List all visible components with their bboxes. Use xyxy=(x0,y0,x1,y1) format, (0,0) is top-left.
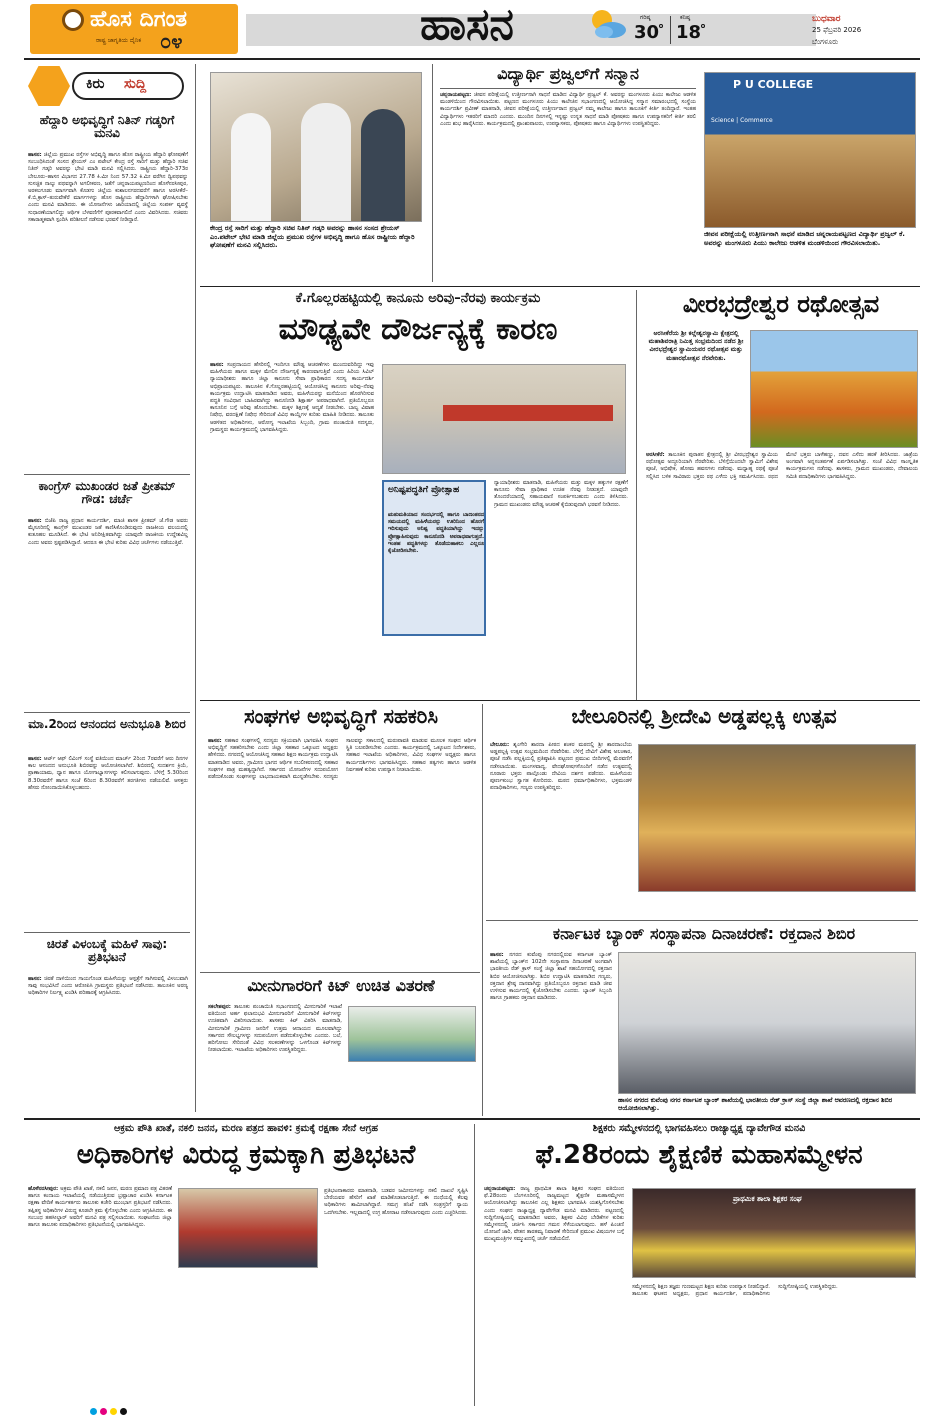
column-rule xyxy=(636,290,637,700)
max-temp-label: ಗರಿಷ್ಠ xyxy=(640,14,651,21)
dateline: ಹೊಳೆನರಸೀಪುರ: xyxy=(28,1186,59,1192)
kiru-item-headline: ಕಾಂಗ್ರೆಸ್ ಮುಖಂಡರ ಜತೆ ಪ್ರೀತಮ್ ಗೌಡ: ಚರ್ಚೆ xyxy=(38,479,176,506)
protest-headline: ಅಧಿಕಾರಿಗಳ ವಿರುದ್ಧ ಕ್ರಮಕ್ಕಾಗಿ ಪ್ರತಿಭಟನೆ xyxy=(76,1140,416,1170)
beluru-photo xyxy=(638,744,916,892)
divider xyxy=(24,712,190,713)
city-band xyxy=(246,14,816,46)
min-temp: 18 xyxy=(676,22,702,43)
dateline: ಅರಸೀಕೆರೆ: xyxy=(646,452,665,458)
ratha-lead: ಅರಸೀಕೆರೆಯ ಶ್ರೀ ಕಲ್ಲೇಶ್ವರಸ್ವಾಮಿ ಕ್ಷೇತ್ರದಲ್ಲಿ ಮಹಾಶಿವರಾತ್ರಿ ನಿಮಿತ್ತ ಸಂಭ್ರಮದಿಂದ ನಡೆದ ಶ್ರೀ ವೀರಭದ್ರೇಶ್ವರ ಸ್ವಾಮಿಯವರ ರಥೋತ್ಸವ ಮತ್ತು ಮಹಾರಥೋತ್ಸವ ನೆರವೇರಿತು. xyxy=(648,330,744,362)
bank-text: ನಗರದ ಕುವೆಂಪು ನಗರದಲ್ಲಿರುವ ಕರ್ನಾಟಕ ಬ್ಯಾಂಕ್ ಶಾಖೆಯಲ್ಲಿ ಬ್ಯಾಂಕ್‌ನ 102ನೇ ಸಂಸ್ಥಾಪನಾ ದಿನಾಚರಣೆ ಅಂಗವಾಗಿ ಭಾರತೀಯ ರೆಡ್ ಕ್ರಾಸ್ ಸಂಸ್ಥೆ ಜಿಲ್ಲಾ ಶಾಖೆ ಸಹಯೋಗದಲ್ಲಿ ರಕ್ತದಾನ ಶಿಬಿರ ಆಯೋಜಿಸಲಾಗಿತ್ತು. ಶಿಬಿರ ಉದ್ಘಾಟಿಸಿ ಮಾತನಾಡಿದ ಗಣ್ಯರು, ರಕ್ತದಾನ ಶ್ರೇಷ್ಠ ದಾನವಾಗಿದ್ದು ಪ್ರತಿಯೊಬ್ಬರೂ ರಕ್ತದಾನ ಮಾಡಿ ಜೀವ ಉಳಿಸುವ ಕಾರ್ಯದಲ್ಲಿ ಕೈಜೋಡಿಸಬೇಕು ಎಂದರು. ಬ್ಯಾಂಕ್ ಸಿಬ್ಬಂದಿ ಹಾಗೂ ಗ್ರಾಹಕರು ರಕ್ತದಾನ ಮಾಡಿದರು. xyxy=(490,952,612,1002)
legal-body-2: ನ್ಯಾಯಾಧೀಶರು ಮಾತನಾಡಿ, ಮಹಿಳೆಯರು ಮತ್ತು ಮಕ್ಕಳ ಹಕ್ಕುಗಳ ರಕ್ಷಣೆಗೆ ಕಾನೂನು ಸೇವಾ ಪ್ರಾಧಿಕಾರ ಉಚಿತ ನೆರವು ನೀಡುತ್ತದೆ. ಯಾವುದೇ ತೊಂದರೆಯಾದಲ್ಲಿ ಸಹಾಯವಾಣಿ ಸಂಪರ್ಕಿಸಬಹುದು ಎಂದು ತಿಳಿಸಿದರು. ಗ್ರಾಮದ ಮುಖಂಡರು ಮೌಢ್ಯ ಆಚರಣೆ ಕೈಬಿಡುವುದಾಗಿ ಭರವಸೆ ನೀಡಿದರು. xyxy=(494,480,628,508)
teachers-body-2: ಸಮ್ಮೇಳನದಲ್ಲಿ ಶಿಕ್ಷಣ ತಜ್ಞರು ಗುಣಮಟ್ಟದ ಶಿಕ್ಷಣ ಕುರಿತು ಉಪನ್ಯಾಸ ನೀಡಲಿದ್ದಾರೆ. ತಾಲೂಕು ಘಟಕದ ಅಧ್ಯಕ್ಷರು, ಪ್ರಧಾನ ಕಾರ್ಯದರ್ಶಿ, ಪದಾಧಿಕಾರಿಗಳು ಸುದ್ದಿಗೋಷ್ಠಿಯಲ್ಲಿ ಉಪಸ್ಥಿತರಿದ್ದರು. xyxy=(632,1284,838,1298)
max-temp: 30 xyxy=(634,22,660,43)
kiru-item-text: ಬಿಜೆಪಿ ರಾಜ್ಯ ಪ್ರಧಾನ ಕಾರ್ಯದರ್ಶಿ, ಮಾಜಿ ಶಾಸಕ ಪ್ರೀತಮ್ ಜೆ.ಗೌಡ ಅವರು ಮೈಸೂರಿನಲ್ಲಿ ಕಾಂಗ್ರೆಸ್ ಮುಖಂಡರ ಜತೆ ಕಾಣಿಸಿಕೊಂಡಿರುವುದು ರಾಜಕೀಯ ವಲಯದಲ್ಲಿ ಕುತೂಹಲ ಮೂಡಿಸಿದೆ. ಈ ಭೇಟಿ ಅನಿರೀಕ್ಷಿತವಾಗಿದ್ದು ಯಾವುದೇ ರಾಜಕೀಯ ಉದ್ದೇಶವಿಲ್ಲ ಎಂದು ಅವರು ಸ್ಪಷ್ಟಪಡಿಸಿದ್ದಾರೆ. ಆದರೂ ಈ ಭೇಟಿ ಕುರಿತು ವಿವಿಧ ಚರ್ಚೆಗಳು ನಡೆಯುತ್ತಿವೆ. xyxy=(28,518,188,546)
protest-body-2: ಪ್ರತಿಭಟನಾಕಾರರು ಮಾತನಾಡಿ, ಬಡವರ ಜಮೀನುಗಳನ್ನು ನಕಲಿ ದಾಖಲೆ ಸೃಷ್ಟಿಸಿ ಬೇರೆಯವರ ಹೆಸರಿಗೆ ಖಾತೆ ಮಾಡಿಕೊಡಲಾಗುತ್ತಿದೆ. ಈ ದಂಧೆಯಲ್ಲಿ ಕೆಲವು ಅಧಿಕಾರಿಗಳು ಶಾಮೀಲಾಗಿದ್ದಾರೆ. ಸಮಗ್ರ ತನಿಖೆ ನಡೆಸಿ ಸಂತ್ರಸ್ತರಿಗೆ ನ್ಯಾಯ ಒದಗಿಸಬೇಕು. ಇಲ್ಲವಾದಲ್ಲಿ ಉಗ್ರ ಹೋರಾಟ ನಡೆಸಲಾಗುವುದು ಎಂದು ಎಚ್ಚರಿಸಿದರು. xyxy=(324,1188,468,1216)
section-rule xyxy=(24,1118,920,1120)
protest-body xyxy=(28,1186,172,1402)
photo-banner-text: P U COLLEGE xyxy=(733,78,814,91)
inset-headline: ಅನಿಷ್ಟಪದ್ಧತಿಗೆ ಪ್ರೋತ್ಸಾಹ xyxy=(388,485,460,495)
protest-text: ಅಕ್ರಮ ಪೌತಿ ಖಾತೆ, ನಕಲಿ ಜನನ, ಮರಣ ಪ್ರಮಾಣ ಪತ್ರ ವಿತರಣೆ ಹಾಗೂ ಕಂದಾಯ ಇಲಾಖೆಯಲ್ಲಿ ನಡೆಯುತ್ತಿರುವ ಭ್ರಷ್ಟಾಚಾರ ಖಂಡಿಸಿ ಕರ್ನಾಟಕ ರಕ್ಷಣಾ ವೇದಿಕೆ ಕಾರ್ಯಕರ್ತರು ತಾಲೂಕು ಕಚೇರಿ ಮುಂಭಾಗ ಪ್ರತಿಭಟನೆ ನಡೆಸಿದರು. ತಪ್ಪಿತಸ್ಥ ಅಧಿಕಾರಿಗಳ ವಿರುದ್ಧ ಕೂಡಲೇ ಕ್ರಮ ಕೈಗೊಳ್ಳಬೇಕು ಎಂದು ಆಗ್ರಹಿಸಿದರು. ಈ ಸಂಬಂಧ ತಹಸೀಲ್ದಾರ್ ಅವರಿಗೆ ಮನವಿ ಪತ್ರ ಸಲ್ಲಿಸಲಾಯಿತು. ಸಂಘಟನೆಯ ಜಿಲ್ಲಾ ಹಾಗೂ ತಾಲೂಕು ಪದಾಧಿಕಾರಿಗಳು ಪ್ರತಿಭಟನೆಯಲ್ಲಿ ಭಾಗವಹಿಸಿದ್ದರು. xyxy=(28,1186,172,1229)
gadkari-photo xyxy=(210,72,422,222)
sanghagala-body xyxy=(208,738,476,970)
kiru-item-body xyxy=(28,518,188,708)
legal-kicker: ಕೆ.ಗೊಲ್ಲರಹಟ್ಟಿಯಲ್ಲಿ ಕಾನೂನು ಅರಿವು–ನೆರವು ಕಾರ್ಯಕ್ರಮ xyxy=(295,291,541,306)
dateline: ಬೇಲೂರು: xyxy=(490,742,510,748)
banner-strip xyxy=(443,405,613,421)
dateline: ಹಾಸನ: xyxy=(28,518,42,524)
ratha-photo xyxy=(750,330,918,448)
meenu-headline: ಮೀನುಗಾರರಿಗೆ ಕಿಟ್ ಉಚಿತ ವಿತರಣೆ xyxy=(247,976,435,995)
kiru-item-body xyxy=(28,152,188,470)
kiru-item-body xyxy=(28,756,188,926)
column-rule xyxy=(432,64,433,282)
kiru-item-text: ಜಿಲ್ಲೆಯ ಪ್ರಮುಖ ರಸ್ತೆಗಳ ಅಭಿವೃದ್ಧಿ ಹಾಗೂ ಹೊಸ ರಾಷ್ಟ್ರೀಯ ಹೆದ್ದಾರಿ ಘೋಷಣೆಗೆ ಸಂಬಂಧಿಸಿದಂತೆ ಸಂಸದ ಶ್ರೇಯಸ್ ಎಂ ಪಟೇಲ್ ಕೇಂದ್ರ ರಸ್ತೆ ಸಾರಿಗೆ ಮತ್ತು ಹೆದ್ದಾರಿ ಸಚಿವ ನಿತಿನ್ ಗಡ್ಕರಿ ಅವರನ್ನು ಭೇಟಿ ಮಾಡಿ ಮನವಿ ಸಲ್ಲಿಸಿದರು. ರಾಷ್ಟ್ರೀಯ ಹೆದ್ದಾರಿ-373ರ ಬೇಲೂರು–ಹಾಸನ ವಿಭಾಗದ 27.78 ಕಿ.ಮೀ ನಿಂದ 57.32 ಕಿ.ಮೀ ವರೆಗಿನ ದ್ವಿಪಥವನ್ನು ಸುಸಜ್ಜಿತ ನಾಲ್ಕು ಪಥವನ್ನಾಗಿ ಅಗಲೀಕರಣ, ಜತೆಗೆ ಚನ್ನರಾಯಪಟ್ಟಣದಿಂದ ಹೊಳೆನರಸೀಪುರ, ಅರಕಲಗೂಡು ಮಾರ್ಗವಾಗಿ ಕೊಡಗು ಜಿಲ್ಲೆಯ ಕುಶಾಲನಗರದವರೆಗೆ ಹಾಗೂ ಅರಸೀಕೆರೆ–ಕೆ.ಬಿ.ಕ್ರಾಸ್–ತುರುವೇಕೆರೆ ಮಾರ್ಗಗಳನ್ನು ಹೊಸ ರಾಷ್ಟ್ರೀಯ ಹೆದ್ದಾರಿಗಳಾಗಿ ಘೋಷಿಸಬೇಕು ಎಂದು ಮನವಿ ಮಾಡಿದರು. ಈ ಯೋಜನೆಗಳು ಜಾರಿಯಾದಲ್ಲಿ ಜಿಲ್ಲೆಯ ಸಂಪರ್ಕ ವ್ಯವಸ್ಥೆ ಸುಧಾರಣೆಯಾಗಲಿದ್ದು ಆರ್ಥಿಕ ಬೆಳವಣಿಗೆಗೆ ಪೂರಕವಾಗಲಿದೆ ಎಂದು ವಿವರಿಸಿದರು. ಸಚಿವರು ಸಕಾರಾತ್ಮಕವಾಗಿ ಸ್ಪಂದಿಸಿ ಪರಿಶೀಲನೆ ನಡೆಸುವ ಭರವಸೆ ನೀಡಿದ್ದಾರೆ. xyxy=(28,152,188,223)
column-rule xyxy=(482,704,483,1116)
person-figure xyxy=(301,103,351,222)
prajwal-headline: ವಿದ್ಯಾರ್ಥಿ ಪ್ರಜ್ವಲ್‌ಗೆ ಸನ್ಮಾನ xyxy=(497,64,639,83)
sanghagala-headline: ಸಂಘಗಳ ಅಭಿವೃದ್ಧಿಗೆ ಸಹಕರಿಸಿ xyxy=(243,704,438,728)
kiru-label-a: ಕಿರು xyxy=(86,76,105,92)
section-rule xyxy=(200,286,920,287)
kiru-suddi-badge xyxy=(28,66,186,106)
column-rule xyxy=(474,1124,475,1406)
date-block xyxy=(812,14,916,47)
teachers-headline: ಫೆ.28ರಂದು ಶೈಕ್ಷಣಿಕ ಮಹಾಸಮ್ಮೇಳನ xyxy=(535,1140,863,1170)
meenu-text: ತಾಲೂಕು ಪಂಚಾಯಿತಿ ಸಭಾಂಗಣದಲ್ಲಿ ಮೀನುಗಾರಿಕೆ ಇಲಾಖೆ ವತಿಯಿಂದ ಅರ್ಹ ಫಲಾನುಭವಿ ಮೀನುಗಾರರಿಗೆ ಮೀನುಗಾರಿಕೆ ಕಿಟ್‌ಗಳನ್ನು ಉಚಿತವಾಗಿ ವಿತರಿಸಲಾಯಿತು. ಶಾಸಕರು ಕಿಟ್ ವಿತರಿಸಿ ಮಾತನಾಡಿ, ಮೀನುಗಾರಿಕೆ ಗ್ರಾಮೀಣ ಜನರಿಗೆ ಉತ್ತಮ ಆದಾಯದ ಮೂಲವಾಗಿದ್ದು ಸರ್ಕಾರದ ಸೌಲಭ್ಯಗಳನ್ನು ಸದುಪಯೋಗ ಪಡೆದುಕೊಳ್ಳಬೇಕು ಎಂದರು. ಬಲೆ, ಹರಿಗೋಲು ಸೇರಿದಂತೆ ವಿವಿಧ ಸಲಕರಣೆಗಳನ್ನು ಒಳಗೊಂಡ ಕಿಟ್‌ಗಳನ್ನು ನೀಡಲಾಯಿತು. ಇಲಾಖೆಯ ಅಧಿಕಾರಿಗಳು ಉಪಸ್ಥಿತರಿದ್ದರು. xyxy=(208,1004,342,1054)
dateline: ಹಾಸನ: xyxy=(490,952,504,958)
photo-banner-sub: Science | Commerce xyxy=(711,117,773,124)
kiru-item-text: ಆರ್ಟ್ ಆಫ್ ಲಿವಿಂಗ್ ಸಂಸ್ಥೆ ವತಿಯಿಂದ ಮಾರ್ಚ್ 2ರಿಂದ 7ರವರೆಗೆ ಆರು ದಿನಗಳ ಕಾಲ ಆನಂದದ ಅನುಭೂತಿ ಶಿಬಿರವನ್ನು ಆಯೋಜಿಸಲಾಗಿದೆ. ಶಿಬಿರದಲ್ಲಿ ಸುದರ್ಶನ ಕ್ರಿಯೆ, ಪ್ರಾಣಾಯಾಮ, ಧ್ಯಾನ ಹಾಗೂ ಯೋಗಾಭ್ಯಾಸಗಳನ್ನು ಕಲಿಸಲಾಗುವುದು. ಬೆಳಿಗ್ಗೆ 5.30ರಿಂದ 8.30ರವರೆಗೆ ಹಾಗೂ ಸಂಜೆ 6ರಿಂದ 8.30ರವರೆಗೆ ತರಗತಿಗಳು ನಡೆಯಲಿವೆ. ಆಸಕ್ತರು ಹೆಸರು ನೋಂದಾಯಿಸಿಕೊಳ್ಳಬಹುದು. xyxy=(28,756,188,791)
meenu-photo xyxy=(348,1006,476,1062)
protest-photo xyxy=(178,1188,318,1268)
inset-box xyxy=(382,480,486,636)
divider xyxy=(200,972,480,973)
kiru-item-text: ಚಿರತೆ ದಾಳಿಯಿಂದ ಗಾಯಗೊಂಡ ಮಹಿಳೆಯನ್ನು ಆಸ್ಪತ್ರೆಗೆ ಸಾಗಿಸುವಲ್ಲಿ ವಿಳಂಬವಾಗಿ ಸಾವು ಸಂಭವಿಸಿದೆ ಎಂದು ಆರೋಪಿಸಿ ಗ್ರಾಮಸ್ಥರು ಪ್ರತಿಭಟನೆ ನಡೆಸಿದರು. ತಾಲೂಕಿನ ಅರಣ್ಯ ಅಧಿಕಾರಿಗಳ ನಿರ್ಲಕ್ಷ್ಯ ಖಂಡಿಸಿ ಪರಿಹಾರಕ್ಕೆ ಆಗ್ರಹಿಸಿದರು. xyxy=(28,976,188,997)
dateline: ಹಾಸನ: xyxy=(208,738,222,744)
dateline: ಹಾಸನ: xyxy=(28,976,42,982)
masthead-rule xyxy=(24,58,920,60)
dateline: ಚನ್ನರಾಯಪಟ್ಟಣ: xyxy=(440,92,472,98)
beluru-text: ಶೃಂಗೇರಿ ಶಾರದಾ ಪೀಠದ ಶಂಕರ ಮಠದಲ್ಲಿ ಶ್ರೀ ಶಾರದಾಂಬೆಯ ಅಡ್ಡಪಲ್ಲಕ್ಕಿ ಉತ್ಸವ ಸಂಭ್ರಮದಿಂದ ನೆರವೇರಿತು. ಬೆಳಿಗ್ಗೆ ದೇವಿಗೆ ವಿಶೇಷ ಅಲಂಕಾರ, ಪೂಜೆ ನಡೆಸಿ ಪಲ್ಲಕ್ಕಿಯಲ್ಲಿ ಪ್ರತಿಷ್ಠಾಪಿಸಿ ಪಟ್ಟಣದ ಪ್ರಮುಖ ಬೀದಿಗಳಲ್ಲಿ ಮೆರವಣಿಗೆ ನಡೆಸಲಾಯಿತು. ಮಂಗಳವಾದ್ಯ, ವೇದಘೋಷಗಳೊಂದಿಗೆ ನಡೆದ ಉತ್ಸವದಲ್ಲಿ ನೂರಾರು ಭಕ್ತರು ಪಾಲ್ಗೊಂಡು ದೇವಿಯ ದರ್ಶನ ಪಡೆದರು. ಮಹಿಳೆಯರು ಪೂರ್ಣಕುಂಭ ಸ್ವಾಗತ ಕೋರಿದರು. ಮಠದ ಧರ್ಮಾಧಿಕಾರಿಗಳು, ಭಕ್ತಮಂಡಳಿ ಪದಾಧಿಕಾರಿಗಳು, ಗಣ್ಯರು ಉಪಸ್ಥಿತರಿದ್ದರು. xyxy=(490,742,632,792)
divider xyxy=(24,474,190,475)
degree-icon xyxy=(701,24,705,28)
sanghagala-text: ಸಹಕಾರ ಸಂಘಗಳಲ್ಲಿ ಸದಸ್ಯರು ಸಕ್ರಿಯವಾಗಿ ಭಾಗವಹಿಸಿ ಸಂಘದ ಅಭಿವೃದ್ಧಿಗೆ ಸಹಕರಿಸಬೇಕು ಎಂದು ಜಿಲ್ಲಾ ಸಹಕಾರ ಒಕ್ಕೂಟದ ಅಧ್ಯಕ್ಷರು ಹೇಳಿದರು. ನಗರದಲ್ಲಿ ಆಯೋಜಿಸಿದ್ದ ಸಹಕಾರ ಶಿಕ್ಷಣ ಕಾರ್ಯಕ್ರಮ ಉದ್ಘಾಟಿಸಿ ಮಾತನಾಡಿದ ಅವರು, ಗ್ರಾಮೀಣ ಭಾಗದ ಆರ್ಥಿಕ ಸಬಲೀಕರಣದಲ್ಲಿ ಸಹಕಾರ ಸಂಘಗಳ ಪಾತ್ರ ಮಹತ್ವದ್ದಾಗಿದೆ. ಸರ್ಕಾರದ ಯೋಜನೆಗಳ ಸದುಪಯೋಗ ಪಡೆದುಕೊಂಡು ಸಂಘಗಳನ್ನು ಲಾಭದಾಯಕವಾಗಿ ಮುನ್ನಡೆಸಬೇಕು. ಸದಸ್ಯರು ಸಾಲವನ್ನು ಸಕಾಲದಲ್ಲಿ ಮರುಪಾವತಿ ಮಾಡುವ ಮೂಲಕ ಸಂಘದ ಆರ್ಥಿಕ ಸ್ಥಿತಿ ಬಲಪಡಿಸಬೇಕು ಎಂದರು. ಕಾರ್ಯಕ್ರಮದಲ್ಲಿ ಒಕ್ಕೂಟದ ನಿರ್ದೇಶಕರು, ಸಹಕಾರ ಇಲಾಖೆಯ ಅಧಿಕಾರಿಗಳು, ವಿವಿಧ ಸಂಘಗಳ ಅಧ್ಯಕ್ಷರು ಹಾಗೂ ಕಾರ್ಯದರ್ಶಿಗಳು ಭಾಗವಹಿಸಿದ್ದರು. ಸಹಕಾರ ತತ್ವಗಳು ಹಾಗೂ ಆಡಳಿತ ನಿರ್ವಹಣೆ ಕುರಿತು ಉಪನ್ಯಾಸ ನೀಡಲಾಯಿತು. xyxy=(208,738,476,781)
kiru-item-headline: ಹೆದ್ದಾರಿ ಅಭಿವೃದ್ಧಿಗೆ ನಿತಿನ್ ಗಡ್ಕರಿಗೆ ಮನವಿ xyxy=(39,113,175,140)
dateline: ಸಕಲೇಶಪುರ: xyxy=(208,1004,231,1010)
ratha-text: ತಾಲೂಕಿನ ಪುರಾತನ ಕ್ಷೇತ್ರದಲ್ಲಿ ಶ್ರೀ ವೀರಭದ್ರೇಶ್ವರ ಸ್ವಾಮಿಯ ರಥೋತ್ಸವ ಅದ್ಧೂರಿಯಾಗಿ ನೆರವೇರಿತು. ಬೆಳಿಗ್ಗೆಯಿಂದಲೇ ಸ್ವಾಮಿಗೆ ವಿಶೇಷ ಪೂಜೆ, ಅಭಿಷೇಕ, ಹೋಮ ಹವನಗಳು ನಡೆದವು. ಮಧ್ಯಾಹ್ನ ರಥಕ್ಕೆ ಪೂಜೆ ಸಲ್ಲಿಸಿದ ಬಳಿಕ ಸಾವಿರಾರು ಭಕ್ತರು ರಥ ಎಳೆದು ಭಕ್ತಿ ಸಮರ್ಪಿಸಿದರು. ರಥದ ಮೇಲೆ ಭಕ್ತರು ಬಾಳೆಹಣ್ಣು, ದವನ ಎಸೆದು ಹರಕೆ ತೀರಿಸಿದರು. ಜಾತ್ರೆಯ ಅಂಗವಾಗಿ ಅನ್ನಸಂತರ್ಪಣೆ ಏರ್ಪಡಿಸಲಾಗಿತ್ತು. ಸಂಜೆ ವಿವಿಧ ಸಾಂಸ್ಕೃತಿಕ ಕಾರ್ಯಕ್ರಮಗಳು ನಡೆದವು. ಶಾಸಕರು, ಗ್ರಾಮದ ಮುಖಂಡರು, ದೇವಾಲಯ ಸಮಿತಿ ಪದಾಧಿಕಾರಿಗಳು ಭಾಗವಹಿಸಿದ್ದರು. xyxy=(646,452,918,480)
beluru-headline: ಬೇಲೂರಿನಲ್ಲಿ ಶ್ರೀದೇವಿ ಅಡ್ಡಪಲ್ಲಕ್ಕಿ ಉತ್ಸವ xyxy=(571,704,837,728)
prajwal-text: ಜೀವನ ಪರೀಕ್ಷೆಯಲ್ಲಿ ಉತ್ತೀರ್ಣನಾಗಿ ಸಾಧನೆ ಮಾಡಿದ ವಿದ್ಯಾರ್ಥಿ ಪ್ರಜ್ವಲ್ ಕೆ. ಅವರನ್ನು ಮಂಗಳೂರು ಪಿಯು ಕಾಲೇಜು ಆಡಳಿತ ಮಂಡಳಿಯಿಂದ ಗೌರವಿಸಲಾಯಿತು. ಪಟ್ಟಣದ ಮಂಗಳೂರು ಪಿಯು ಕಾಲೇಜಿನ ಸಭಾಂಗಣದಲ್ಲಿ ಆಯೋಜಿಸಿದ್ದ ಸನ್ಮಾನ ಸಮಾರಂಭದಲ್ಲಿ ಸಂಸ್ಥೆಯ ಕಾರ್ಯದರ್ಶಿ ಪ್ರವೀಣ್ ಮಾತನಾಡಿ, ಜೀವನ ಪರೀಕ್ಷೆಯಲ್ಲಿ ಉತ್ತೀರ್ಣರಾದ ಪ್ರಜ್ವಲ್ ನಮ್ಮ ಕಾಲೇಜು ಹಾಗೂ ತಾಲೂಕಿಗೆ ಕೀರ್ತಿ ತಂದಿದ್ದಾರೆ. ಇಂತಹ ವಿದ್ಯಾರ್ಥಿಗಳು ಇತರರಿಗೆ ಮಾದರಿ ಎಂದರು. ಮುಂದಿನ ದಿನಗಳಲ್ಲಿ ಇನ್ನಷ್ಟು ಉನ್ನತ ಸಾಧನೆ ಮಾಡಿ ಪೋಷಕರು ಹಾಗೂ ಉಪನ್ಯಾಸಕರಿಗೆ ಕೀರ್ತಿ ತರಲಿ ಎಂದು ಶುಭ ಹಾರೈಸಿದರು. ಕಾರ್ಯಕ್ರಮದಲ್ಲಿ ಪ್ರಾಂಶುಪಾಲರು, ಉಪನ್ಯಾಸಕರು, ಪೋಷಕರು ಹಾಗೂ ವಿದ್ಯಾರ್ಥಿಗಳು ಉಪಸ್ಥಿತರಿದ್ದರು. xyxy=(440,92,696,127)
legal-photo xyxy=(382,364,626,474)
masthead xyxy=(0,0,945,60)
edition: ಬೆಂಗಳೂರು xyxy=(812,38,839,46)
weekday: ಬುಧವಾರ xyxy=(812,14,841,24)
divider xyxy=(24,932,190,933)
dateline: ಹಾಸನ: xyxy=(210,362,224,368)
kiru-label-b: ಸುದ್ದಿ xyxy=(124,76,147,92)
date: 25 ಫೆಬ್ರವರಿ 2026 xyxy=(812,26,862,34)
legal-body xyxy=(210,362,374,692)
kiru-item-headline: ಮಾ.2ರಿಂದ ಆನಂದದ ಅನುಭೂತಿ ಶಿಬಿರ xyxy=(28,717,186,731)
inset-text: ಋತುಮತಿಯಾದ ಸಂದರ್ಭದಲ್ಲಿ ಹಾಗೂ ಬಾಣಂತನದ ಸಮಯದಲ್ಲಿ ಮಹಿಳೆಯರನ್ನು ಊರಿನಿಂದ ಹೊರಗೆ ಇರಿಸುವುದು ಅನಿಷ್ಟ ಪದ್ಧತಿಯಾಗಿದ್ದು ಇದನ್ನು ಪ್ರೋತ್ಸಾಹಿಸುವುದು ಕಾನೂನಿನಡಿ ಅಪರಾಧವಾಗುತ್ತದೆ. ಇಂತಹ ಪದ್ಧತಿಗಳನ್ನು ತೊಡೆದುಹಾಕಲು ಎಲ್ಲರೂ ಕೈಜೋಡಿಸಬೇಕು. xyxy=(388,512,484,555)
prajwal-photo xyxy=(704,72,916,228)
teachers-text: ರಾಜ್ಯ ಪ್ರಾಥಮಿಕ ಶಾಲಾ ಶಿಕ್ಷಕರ ಸಂಘದ ವತಿಯಿಂದ ಫೆ.28ರಂದು ಬೆಂಗಳೂರಿನಲ್ಲಿ ರಾಜ್ಯಮಟ್ಟದ ಶೈಕ್ಷಣಿಕ ಮಹಾಸಮ್ಮೇಳನ ಆಯೋಜಿಸಲಾಗಿದ್ದು ತಾಲೂಕಿನ ಎಲ್ಲ ಶಿಕ್ಷಕರು ಭಾಗವಹಿಸಿ ಯಶಸ್ವಿಗೊಳಿಸಬೇಕು ಎಂದು ಸಂಘದ ರಾಜ್ಯಾಧ್ಯಕ್ಷ ದ್ಯಾವೇಗೌಡ ಮನವಿ ಮಾಡಿದರು. ಪಟ್ಟಣದಲ್ಲಿ ಸುದ್ದಿಗೋಷ್ಠಿಯಲ್ಲಿ ಮಾತನಾಡಿದ ಅವರು, ಶಿಕ್ಷಕರ ವಿವಿಧ ಬೇಡಿಕೆಗಳ ಕುರಿತು ಸಮ್ಮೇಳನದಲ್ಲಿ ಚರ್ಚಿಸಿ ಸರ್ಕಾರದ ಗಮನ ಸೆಳೆಯಲಾಗುವುದು. ಹಳೆ ಪಿಂಚಣಿ ಯೋಜನೆ ಜಾರಿ, ವೇತನ ತಾರತಮ್ಯ ನಿವಾರಣೆ ಸೇರಿದಂತೆ ಪ್ರಮುಖ ವಿಷಯಗಳ ಬಗ್ಗೆ ಮುಖ್ಯಮಂತ್ರಿಗಳ ಸಮ್ಮುಖದಲ್ಲಿ ಚರ್ಚೆ ನಡೆಯಲಿದೆ. xyxy=(484,1186,624,1243)
beluru-body xyxy=(490,742,632,918)
kiru-item-headline: ಚಿರತೆ ವಿಳಂಬಕ್ಕೆ ಮಹಿಳೆ ಸಾವು: ಪ್ರತಿಭಟನೆ xyxy=(46,937,168,964)
dateline: ಚನ್ನರಾಯಪಟ್ಟಣ: xyxy=(484,1186,516,1192)
protest-kicker: ಆಕ್ರಮ ಪೌತಿ ಖಾತೆ, ನಕಲಿ ಜನನ, ಮರಣ ಪತ್ರದ ಹಾವಳಿ: ಕ್ರಮಕ್ಕೆ ರಕ್ಷಣಾ ಸೇನೆ ಆಗ್ರಹ xyxy=(113,1123,379,1134)
temp-divider xyxy=(670,16,671,44)
meenu-body xyxy=(208,1004,342,1112)
kiru-suddi-column xyxy=(24,64,190,1112)
teachers-kicker: ಶಿಕ್ಷಕರು ಸಮ್ಮೇಳನದಲ್ಲಿ ಭಾಗವಹಿಸಲು ರಾಜ್ಯಾಧ್ಯಕ್ಷ ದ್ಯಾವೇಗೌಡ ಮನವಿ xyxy=(592,1123,806,1134)
photo-banner-text: ಪ್ರಾಥಮಿಕ ಶಾಲಾ ಶಿಕ್ಷಕರ ಸಂಘ xyxy=(733,1195,802,1203)
registration-marks xyxy=(90,1408,170,1416)
legal-text: ಸಂಪ್ರದಾಯದ ಹೆಸರಿನಲ್ಲಿ ಇಂದಿಗೂ ಮೌಢ್ಯ ಆಚರಣೆಗಳು ಮುಂದುವರಿದಿದ್ದು ಇವು ಮಹಿಳೆಯರು ಹಾಗೂ ಮಕ್ಕಳ ಮೇಲಿನ ದೌರ್ಜನ್ಯಕ್ಕೆ ಕಾರಣವಾಗುತ್ತಿವೆ ಎಂದು ಹಿರಿಯ ಸಿವಿಲ್ ನ್ಯಾಯಾಧೀಶರು ಹಾಗೂ ಜಿಲ್ಲಾ ಕಾನೂನು ಸೇವಾ ಪ್ರಾಧಿಕಾರದ ಸದಸ್ಯ ಕಾರ್ಯದರ್ಶಿ ಅಭಿಪ್ರಾಯಪಟ್ಟರು. ತಾಲೂಕಿನ ಕೆ.ಗೊಲ್ಲರಹಟ್ಟಿಯಲ್ಲಿ ಆಯೋಜಿಸಿದ್ದ ಕಾನೂನು ಅರಿವು–ನೆರವು ಕಾರ್ಯಕ್ರಮ ಉದ್ಘಾಟಿಸಿ ಮಾತನಾಡಿದ ಅವರು, ಮಹಿಳೆಯರನ್ನು ಮನೆಯಿಂದ ಹೊರಗಿರಿಸುವ ಪದ್ಧತಿ ಸಂವಿಧಾನ ಬಾಹಿರವಾಗಿದ್ದು ಕಾನೂನಿನಡಿ ಶಿಕ್ಷಾರ್ಹ ಅಪರಾಧವಾಗಿದೆ. ಪ್ರತಿಯೊಬ್ಬರೂ ಕಾನೂನಿನ ಬಗ್ಗೆ ಅರಿವು ಹೊಂದಬೇಕು. ಮಕ್ಕಳ ಶಿಕ್ಷಣಕ್ಕೆ ಆದ್ಯತೆ ನೀಡಬೇಕು. ಬಾಲ್ಯ ವಿವಾಹ ನಿಷೇಧ, ವರದಕ್ಷಿಣೆ ನಿಷೇಧ ಸೇರಿದಂತೆ ವಿವಿಧ ಕಾಯ್ದೆಗಳ ಕುರಿತು ಮಾಹಿತಿ ನೀಡಿದರು. ತಾಲೂಕು ಆಡಳಿತದ ಅಧಿಕಾರಿಗಳು, ಆರೋಗ್ಯ ಇಲಾಖೆಯ ಸಿಬ್ಬಂದಿ, ಗ್ರಾಮ ಪಂಚಾಯಿತಿ ಸದಸ್ಯರು, ಗ್ರಾಮಸ್ಥರು ಕಾರ್ಯಕ್ರಮದಲ್ಲಿ ಭಾಗವಹಿಸಿದ್ದರು. xyxy=(210,362,374,433)
city-name: ಹಾಸನ xyxy=(420,0,514,50)
section-rule xyxy=(200,700,920,701)
dateline: ಹಾಸನ: xyxy=(28,756,42,762)
person-figure xyxy=(231,113,271,222)
ratha-body xyxy=(646,452,918,692)
legal-headline: ಮೌಢ್ಯವೇ ದೌರ್ಜನ್ಯಕ್ಕೆ ಕಾರಣ xyxy=(278,312,558,347)
hand-icon xyxy=(28,66,70,106)
gadkari-caption: ಕೇಂದ್ರ ರಸ್ತೆ ಸಾರಿಗೆ ಮತ್ತು ಹೆದ್ದಾರಿ ಸಚಿವ ನಿತಿನ್ ಗಡ್ಕರಿ ಅವರನ್ನು ಹಾಸನ ಸಂಸದ ಶ್ರೇಯಸ್ ಎಂ.ಪಟೇಲ್ ಭೇಟಿ ಮಾಡಿ ಜಿಲ್ಲೆಯ ಪ್ರಮುಖ ರಸ್ತೆಗಳ ಅಭಿವೃದ್ಧಿ ಹಾಗೂ ಹೊಸ ರಾಷ್ಟ್ರೀಯ ಹೆದ್ದಾರಿ ಘೋಷಣೆಗೆ ಮನವಿ ಸಲ್ಲಿಸಿದರು. xyxy=(210,224,415,250)
kiru-item-body xyxy=(28,976,188,1106)
degree-icon xyxy=(659,24,663,28)
weather-icon xyxy=(588,6,628,42)
bank-body xyxy=(490,952,612,1112)
prajwal-body xyxy=(440,92,696,278)
ratha-headline: ವೀರಭದ್ರೇಶ್ವರ ರಥೋತ್ಸವ xyxy=(682,290,880,318)
person-figure xyxy=(361,109,405,222)
logo-emblem-icon xyxy=(62,9,84,31)
bank-headline: ಕರ್ನಾಟಕ ಬ್ಯಾಂಕ್ ಸಂಸ್ಥಾಪನಾ ದಿನಾಚರಣೆ: ರಕ್ತದಾನ ಶಿಬಿರ xyxy=(552,924,856,943)
min-temp-label: ಕನಿಷ್ಠ xyxy=(680,14,691,21)
divider xyxy=(486,920,918,921)
page-number: ೦೪ xyxy=(160,29,183,53)
prajwal-caption: ಜೀವನ ಪರೀಕ್ಷೆಯಲ್ಲಿ ಉತ್ತೀರ್ಣನಾಗಿ ಸಾಧನೆ ಮಾಡಿದ ಚನ್ನರಾಯಪಟ್ಟಣದ ವಿದ್ಯಾರ್ಥಿ ಪ್ರಜ್ವಲ್ ಕೆ. ಅವರನ್ನು ಮಂಗಳೂರು ಪಿಯು ಕಾಲೇಜು ಆಡಳಿತ ಮಂಡಳಿಯಿಂದ ಗೌರವಿಸಲಾಯಿತು. xyxy=(704,230,905,247)
column-rule xyxy=(195,64,196,1112)
bank-photo xyxy=(618,952,916,1094)
teachers-body xyxy=(484,1186,624,1402)
brand-name: ಹೊಸ ದಿಗಂತ xyxy=(90,7,188,32)
bank-caption: ಹಾಸನ ನಗರದ ಕುವೆಂಪು ನಗರ ಕರ್ನಾಟಕ ಬ್ಯಾಂಕ್ ಶಾಖೆಯಲ್ಲಿ ಭಾರತೀಯ ರೆಡ್ ಕ್ರಾಸ್ ಸಂಸ್ಥೆ ಜಿಲ್ಲಾ ಶಾಖೆ ಆವರಣದಲ್ಲಿ ರಕ್ತದಾನ ಶಿಬಿರ ಆಯೋಜಿಸಲಾಗಿತ್ತು. xyxy=(618,1096,893,1112)
dateline: ಹಾಸನ: xyxy=(28,152,42,158)
teachers-photo xyxy=(632,1188,916,1278)
divider xyxy=(440,88,696,89)
brand-tagline: ರಾಷ್ಟ್ರ ಜಾಗೃತಿಯ ದೈನಿಕ xyxy=(96,37,142,44)
